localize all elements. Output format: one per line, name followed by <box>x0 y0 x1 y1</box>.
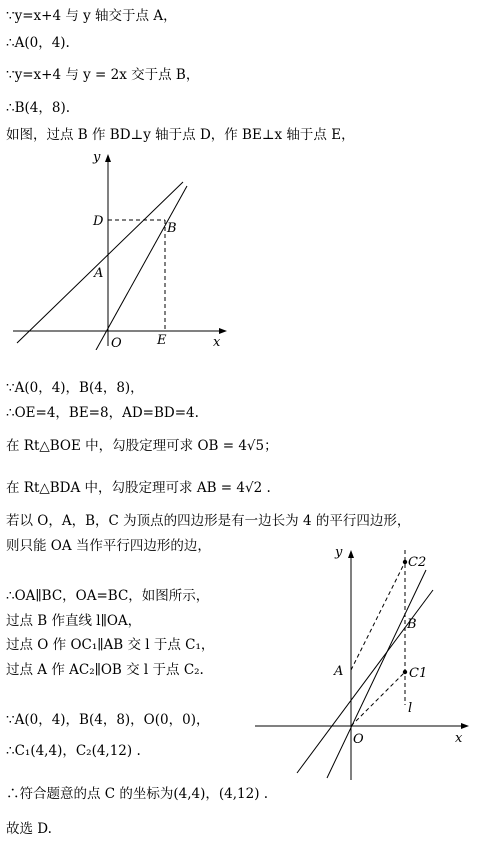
figure-2-label-b: B <box>407 617 417 632</box>
figure-1-label-a: A <box>94 266 104 281</box>
figure-1-line-y-2x <box>96 186 187 350</box>
text-line-16: ∵A(0，4)，B(4，8)，O(0，0)， <box>6 712 210 728</box>
figure-2-label-c1: C1 <box>409 666 428 681</box>
text-line-3: ∵y=x+4 与 y = 2x 交于点 B， <box>6 67 200 83</box>
text-line-7: ∴OE=4，BE=8，AD=BD=4. <box>6 405 199 421</box>
text-line-12: ∴OA∥BC，OA=BC，如图所示， <box>6 588 210 604</box>
text-line-9: 在 Rt△BDA 中，勾股定理可求 AB = 4√2 . <box>6 480 271 496</box>
text-line-15: 过点 A 作 AC₂∥OB 交 l 于点 C₂. <box>6 662 204 678</box>
text-line-2: ∴A(0，4). <box>6 35 70 51</box>
figure-2-x-arrow <box>461 723 469 729</box>
figure-1-label-d: D <box>93 214 104 229</box>
figure-1-line-y-x-plus-4 <box>17 182 183 343</box>
text-line-4: ∴B(4，8). <box>6 100 71 116</box>
figure-2-dashed-oc1 <box>351 672 405 726</box>
figure-2-y-arrow <box>348 550 354 558</box>
text-line-6: ∵A(0，4)，B(4，8)， <box>6 380 144 396</box>
figure-1-y-arrow <box>105 154 111 162</box>
figure-2-dashed-ac2 <box>351 562 405 670</box>
figure-1-label-y: y <box>93 150 101 165</box>
figure-1-label-x: x <box>213 335 221 350</box>
figure-2 <box>255 540 480 785</box>
text-line-10: 若以 O，A，B，C 为顶点的四边形是有一边长为 4 的平行四边形， <box>6 513 411 529</box>
figure-1-x-arrow <box>219 328 227 334</box>
figure-1-label-e: E <box>157 333 167 348</box>
text-line-8: 在 Rt△BOE 中，勾股定理可求 OB = 4√5； <box>6 438 278 454</box>
figure-2-point-c2 <box>403 560 407 564</box>
figure-2-label-x: x <box>455 731 463 746</box>
text-line-14: 过点 O 作 OC₁∥AB 交 l 于点 C₁， <box>6 637 215 653</box>
text-line-5: 如图，过点 B 作 BD⊥y 轴于点 D，作 BE⊥x 轴于点 E， <box>6 127 355 143</box>
figure-1-label-b: B <box>167 221 177 236</box>
figure-2-label-l: l <box>408 701 413 716</box>
text-line-18: ∴符合题意的点 C 的坐标为(4,4)，(4,12) . <box>6 786 269 802</box>
figure-2-label-a: A <box>334 664 344 679</box>
figure-1 <box>5 150 235 350</box>
figure-2-point-c1 <box>403 670 407 674</box>
text-line-1: ∵y=x+4 与 y 轴交于点 A， <box>6 8 177 24</box>
text-line-13: 过点 B 作直线 l∥OA， <box>6 613 142 629</box>
text-line-19: 故选 D. <box>6 821 52 837</box>
figure-2-label-c2: C2 <box>408 555 427 570</box>
text-line-11: 则只能 OA 当作平行四边形的边， <box>6 538 211 554</box>
text-line-17: ∴C₁(4,4)，C₂(4,12) . <box>6 743 141 759</box>
figure-1-label-o: O <box>111 336 122 350</box>
figure-2-label-o: O <box>353 732 364 747</box>
figure-2-label-y: y <box>335 545 343 560</box>
